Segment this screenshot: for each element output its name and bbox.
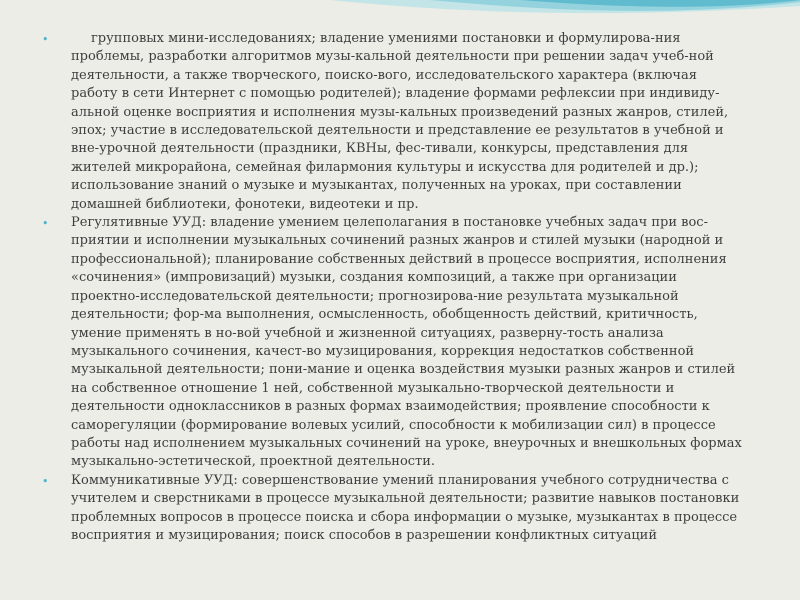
- bullet-text: Регулятивные УУД: владение умением целеполагания в постановке учебных задач при вос-приятии и исполнении музыкальных сочинений разных жанров и стилей музыки (народной и профессиональной); планирование собственных действий в процессе восприятия, исполнения «сочинения» (импровизаций) музыки, создания композиций, а также при организации проектно-исследовательской деятельности; прогнозирова-ние результата музыкальной деятельности; фор-ма выполнения, осмысленность, обобщенность действий, критичность, умение применять в но-вой учебной и жизненной ситуациях, разверну-тость анализа музыкального сочинения, качест-во музицирования, коррекция недостатков собственной музыкальной деятельности; пони-мание и оценка воздействия музыки разных жанров и стилей на собственное отношение 1 ней, собственной музыкально-творческой деятельности и деятельности одноклассников в разных формах взаимодействия; проявление способности к саморегуляции (формирование волевых усилий, способности к мобилизации сил) в процессе работы над исполнением музыкальных сочинений на уроке, внеурочных и внешкольных формах музыкально-эстетической, проектной деятельности.: [71, 215, 742, 470]
- bullet-icon: •: [42, 33, 49, 46]
- slide-body: [42, 30, 747, 545]
- list-item: [42, 472, 747, 546]
- bullet-text-content: групповых мини-исследованиях; владение умениями постановки и формулирова-ния проблемы, разработки алгоритмов музы-кальной деятельности при решении задач учеб-ной деятельности, а также творческого, поиско-вого, исследовательского характера (включая работу в сети Интернет с помощью родителей); владение формами рефлексии при индивиду-альной оценке восприятия и исполнения музы-кальных произведений разных жанров, стилей, эпох; участие в исследовательской деятельности и представление ее результатов в учебной и вне-урочной деятельности (праздники, КВНы, фес-тивали, конкурсы, представления для жителей микрорайона, семейная филармония культуры и искусства для родителей и др.); использование знаний о музыке и музыкантах, полученных на уроках, при составлении домашней библиотеки, фонотеки, видеотеки и пр.: [71, 31, 729, 212]
- bullet-icon: •: [42, 217, 49, 231]
- bullet-text: [71, 30, 747, 214]
- bullet-icon: •: [42, 474, 49, 488]
- bullet-text: Коммуникативные УУД: совершенствование умений планирования учебного сотрудничества с учителем и сверстниками в процессе музыкальной деятельности; развитие навыков постановки проблемных вопросов в процессе поиска и сбора информации о музыке, музыкантах в процессе восприятия и музицирования; поиск способов в разрешении конфликтных ситуаций: [71, 472, 740, 543]
- list-item: [42, 30, 747, 214]
- list-item: [42, 214, 747, 472]
